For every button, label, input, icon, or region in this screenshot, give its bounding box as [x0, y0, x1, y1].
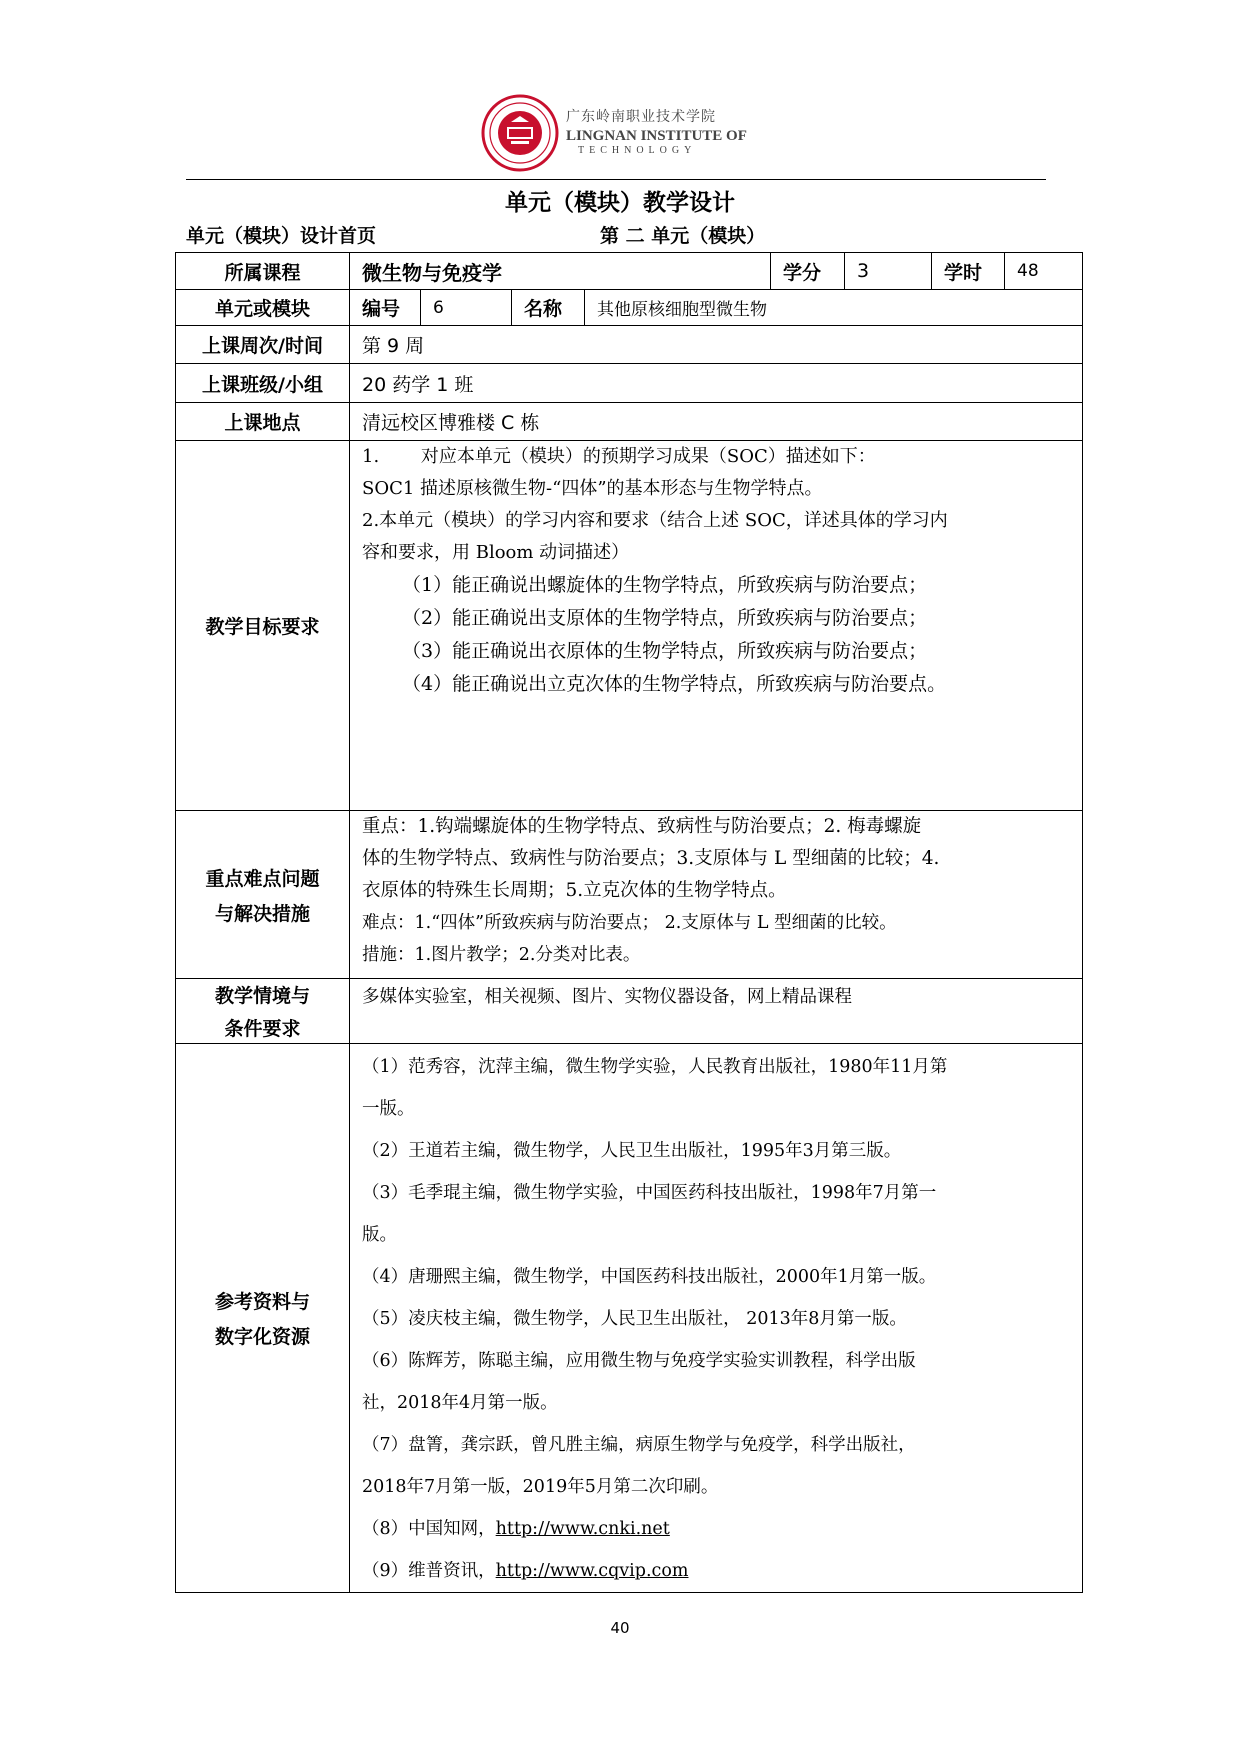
reference-line: 一版。	[362, 1099, 415, 1119]
reference-line: （3）毛季琨主编，微生物学实验，中国医药科技出版社，1998年7月第一	[362, 1183, 937, 1203]
number-label: 编号	[350, 290, 421, 326]
unit-design-table	[175, 252, 1083, 1593]
reference-line: （1）范秀容，沈萍主编，微生物学实验，人民教育出版社，1980年11月第	[362, 1057, 948, 1077]
credit-label: 学分	[771, 253, 845, 290]
objective-line: 2.本单元（模块）的学习内容和要求（结合上述 SOC，详述具体的学习内	[362, 510, 948, 531]
table-row	[176, 364, 1083, 403]
table-row	[176, 403, 1083, 441]
credit-value: 3	[845, 253, 932, 290]
reference-line: （2）王道若主编，微生物学，人民卫生出版社，1995年3月第三版。	[362, 1141, 902, 1161]
document-title: 单元（模块）教学设计	[505, 190, 735, 216]
cqvip-link[interactable]: http://www.cqvip.com	[495, 1561, 689, 1581]
references-label-line: 参考资料与	[214, 1291, 310, 1313]
references-cell	[350, 1044, 1083, 1593]
hours-label: 学时	[932, 253, 1005, 290]
header-divider	[186, 179, 1046, 180]
objective-line: 容和要求，用 Bloom 动词描述）	[362, 542, 630, 563]
keypoint-line: 衣原体的特殊生长周期；5.立克次体的生物学特点。	[362, 880, 787, 901]
reference-line: 版。	[362, 1225, 397, 1245]
table-row	[176, 1044, 1083, 1593]
reference-line: （6）陈辉芳，陈聪主编，应用微生物与免疫学实验实训教程，科学出版	[362, 1351, 916, 1371]
institution-name-cn: 广东岭南职业技术学院	[566, 109, 716, 125]
class-label: 上课班级/小组	[176, 364, 350, 403]
objective-item: （4）能正确说出立克次体的生物学特点，所致疾病与防治要点。	[402, 673, 947, 695]
page-number: 40	[610, 1619, 630, 1637]
objectives-cell	[350, 441, 1083, 811]
table-row	[176, 979, 1083, 1044]
place-value: 清远校区博雅楼 C 栋	[350, 403, 1083, 441]
course-label: 所属课程	[176, 253, 350, 290]
environment-label-line: 教学情境与	[214, 985, 310, 1007]
week-value: 第 9 周	[350, 326, 1083, 364]
keypoints-label-line: 重点难点问题	[205, 867, 320, 890]
reference-prefix: （9）维普资讯，	[362, 1561, 496, 1581]
institution-name-en: LINGNAN INSTITUTE OF	[566, 128, 747, 144]
page-header	[0, 94, 1240, 174]
name-value: 其他原核细胞型微生物	[585, 290, 1083, 326]
table-row	[176, 253, 1083, 290]
week-label: 上课周次/时间	[176, 326, 350, 364]
reference-line: 社，2018年4月第一版。	[362, 1393, 558, 1413]
objective-item: （1）能正确说出螺旋体的生物学特点，所致疾病与防治要点；	[402, 574, 928, 596]
place-label: 上课地点	[176, 403, 350, 441]
objective-item: （2）能正确说出支原体的生物学特点，所致疾病与防治要点；	[402, 607, 928, 629]
course-value: 微生物与免疫学	[350, 253, 771, 290]
environment-label	[176, 979, 350, 1044]
environment-label-line: 条件要求	[224, 1018, 301, 1040]
subheader-left: 单元（模块）设计首页	[186, 225, 377, 247]
hours-value: 48	[1005, 253, 1083, 290]
reference-prefix: （8）中国知网，	[362, 1519, 496, 1539]
keypoints-label	[176, 811, 350, 979]
reference-line: （7）盘箐，龚宗跃，曾凡胜主编，病原生物学与免疫学，科学出版社，	[362, 1435, 916, 1455]
table-row	[176, 326, 1083, 364]
objective-item: （3）能正确说出衣原体的生物学特点，所致疾病与防治要点；	[402, 640, 928, 662]
name-label: 名称	[512, 290, 585, 326]
institution-name	[566, 106, 747, 156]
keypoints-label-line: 与解决措施	[214, 902, 310, 925]
reference-line: 2018年7月第一版，2019年5月第二次印刷。	[362, 1477, 719, 1497]
objective-line: SOC1 描述原核微生物-“四体”的基本形态与生物学特点。	[362, 478, 823, 499]
objectives-label: 教学目标要求	[176, 441, 350, 811]
keypoints-cell	[350, 811, 1083, 979]
reference-line	[362, 1508, 1070, 1550]
keypoint-line: 难点：1.“四体”所致疾病与防治要点； 2.支原体与 L 型细菌的比较。	[362, 913, 897, 933]
school-seal-logo	[481, 94, 559, 172]
number-value: 6	[421, 290, 512, 326]
references-label-line: 数字化资源	[214, 1326, 310, 1348]
keypoint-line: 重点：1.钩端螺旋体的生物学特点、致病性与防治要点；2. 梅毒螺旋	[362, 816, 922, 837]
table-row	[176, 811, 1083, 979]
reference-line: （5）凌庆枝主编，微生物学，人民卫生出版社， 2013年8月第一版。	[362, 1309, 907, 1329]
class-value: 20 药学 1 班	[350, 364, 1083, 403]
reference-line: （4）唐珊熙主编，微生物学，中国医药科技出版社，2000年1月第一版。	[362, 1267, 937, 1287]
table-row	[176, 290, 1083, 326]
references-label	[176, 1044, 350, 1593]
reference-line	[362, 1550, 1070, 1592]
unit-label: 单元或模块	[176, 290, 350, 326]
table-row	[176, 441, 1083, 811]
objective-line: 1. 对应本单元（模块）的预期学习成果（SOC）描述如下：	[362, 446, 876, 467]
keypoint-line: 体的生物学特点、致病性与防治要点；3.支原体与 L 型细菌的比较；4.	[362, 848, 940, 869]
institution-name-en-line2: TECHNOLOGY	[578, 145, 697, 156]
cnki-link[interactable]: http://www.cnki.net	[495, 1519, 670, 1539]
keypoint-line: 措施：1.图片教学；2.分类对比表。	[362, 945, 641, 965]
subheader-right: 第 二 单元（模块）	[600, 225, 766, 247]
environment-value: 多媒体实验室，相关视频、图片、实物仪器设备，网上精品课程	[350, 979, 1083, 1044]
